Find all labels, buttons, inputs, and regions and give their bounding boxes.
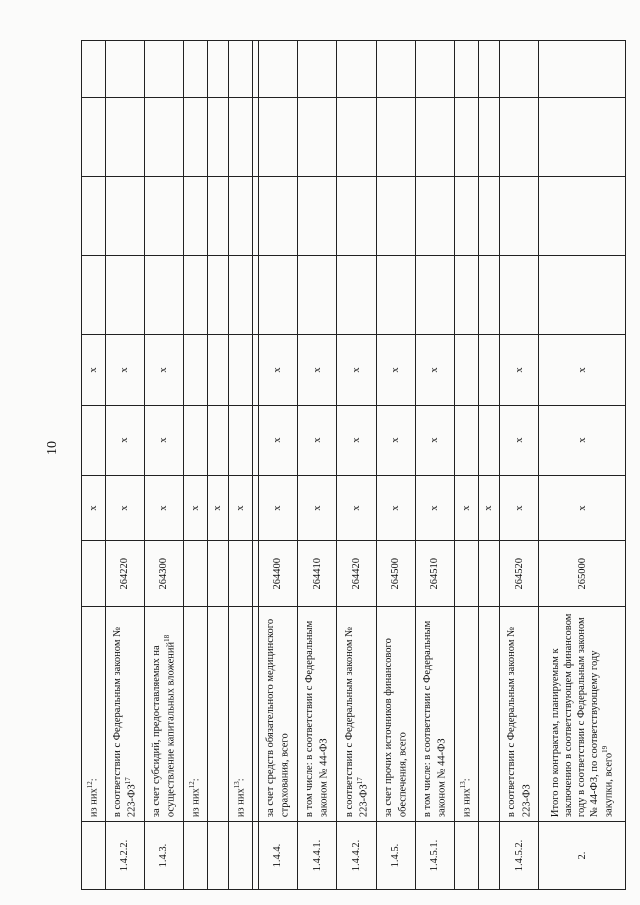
cell-c6 bbox=[455, 97, 479, 176]
cell-c6 bbox=[144, 97, 183, 176]
row-code: 264220 bbox=[105, 541, 144, 607]
cell-c3: x bbox=[258, 335, 297, 405]
row-label-suffix: : bbox=[88, 778, 100, 782]
cell-extra bbox=[105, 41, 144, 98]
cell-extra bbox=[229, 41, 253, 98]
cell-extra bbox=[337, 41, 376, 98]
row-label bbox=[455, 607, 479, 822]
cell-c6 bbox=[105, 97, 144, 176]
row-label-text: в том числе: в соответствии с Федеральным законом № 44-ФЗ bbox=[422, 620, 448, 818]
cell-c3: x bbox=[500, 335, 539, 405]
row-label bbox=[376, 607, 415, 822]
cell-c2 bbox=[82, 405, 106, 475]
row-code bbox=[207, 541, 229, 607]
cell-c3: x bbox=[144, 335, 183, 405]
row-number: 1.4.5.2. bbox=[500, 822, 539, 890]
row-label bbox=[298, 607, 337, 822]
row-label bbox=[337, 607, 376, 822]
cell-c3: x bbox=[415, 335, 454, 405]
row-code: 264400 bbox=[258, 541, 297, 607]
cell-c3: x bbox=[337, 335, 376, 405]
cell-c6 bbox=[258, 97, 297, 176]
cell-extra bbox=[184, 41, 208, 98]
table-row bbox=[376, 41, 415, 890]
rotated-table-sheet bbox=[81, 40, 626, 890]
row-label-text: из них bbox=[461, 788, 473, 818]
row-number bbox=[229, 822, 253, 890]
row-number: 1.4.5. bbox=[376, 822, 415, 890]
row-label-suffix: : bbox=[190, 778, 202, 782]
cell-c2: x bbox=[105, 405, 144, 475]
row-label bbox=[105, 607, 144, 822]
row-number bbox=[82, 822, 106, 890]
cell-c5 bbox=[229, 176, 253, 255]
cell-c2: x bbox=[258, 405, 297, 475]
cell-c2 bbox=[184, 405, 208, 475]
table-row bbox=[82, 41, 106, 890]
row-label bbox=[144, 607, 183, 822]
cell-c4 bbox=[376, 256, 415, 335]
row-label-text: Итого по контрактам, планируемым к заключению в соответствующем финансовом году в соответствии с Федеральным законом № 44-ФЗ, по соответствующему году закупки, всего bbox=[549, 613, 615, 818]
cell-c6 bbox=[298, 97, 337, 176]
cell-c1: x bbox=[478, 475, 500, 541]
table-row bbox=[455, 41, 479, 890]
cell-extra bbox=[539, 41, 626, 98]
cell-c1: x bbox=[500, 475, 539, 541]
row-label bbox=[229, 607, 253, 822]
cell-c6 bbox=[478, 97, 500, 176]
cell-c4 bbox=[82, 256, 106, 335]
cell-c3: x bbox=[105, 335, 144, 405]
page-number: 10 bbox=[45, 441, 60, 455]
cell-c2 bbox=[207, 405, 229, 475]
cell-c6 bbox=[337, 97, 376, 176]
cell-c4 bbox=[298, 256, 337, 335]
row-label-text: в соответствии с Федеральным законом № 223-ФЗ bbox=[343, 626, 370, 818]
cell-c1: x bbox=[105, 475, 144, 541]
cell-c5 bbox=[415, 176, 454, 255]
cell-c5 bbox=[258, 176, 297, 255]
table-row bbox=[478, 41, 500, 890]
row-code: 265000 bbox=[539, 541, 626, 607]
row-number: 1.4.4.1. bbox=[298, 822, 337, 890]
cell-c3: x bbox=[298, 335, 337, 405]
footnote-ref: 13 bbox=[233, 781, 242, 789]
cell-c2 bbox=[478, 405, 500, 475]
cell-extra bbox=[500, 41, 539, 98]
cell-c3 bbox=[478, 335, 500, 405]
cell-c4 bbox=[105, 256, 144, 335]
row-label-text: за счет средств обязательного медицинского страхования, всего bbox=[265, 618, 291, 818]
row-label bbox=[184, 607, 208, 822]
cell-c6 bbox=[207, 97, 229, 176]
cell-c3 bbox=[229, 335, 253, 405]
footnote-ref: 13 bbox=[458, 781, 467, 789]
cell-c4 bbox=[337, 256, 376, 335]
cell-c5 bbox=[298, 176, 337, 255]
footnote-ref: 18 bbox=[163, 634, 172, 642]
row-label-text: из них bbox=[190, 788, 202, 818]
cell-c5 bbox=[184, 176, 208, 255]
cell-c1: x bbox=[258, 475, 297, 541]
report-table bbox=[81, 40, 626, 890]
cell-c3 bbox=[455, 335, 479, 405]
table-row bbox=[144, 41, 183, 890]
row-code: 264500 bbox=[376, 541, 415, 607]
table-row bbox=[105, 41, 144, 890]
row-label-suffix: : bbox=[235, 778, 247, 782]
row-number: 1.4.4. bbox=[258, 822, 297, 890]
row-label bbox=[539, 607, 626, 822]
cell-c2: x bbox=[539, 405, 626, 475]
cell-extra bbox=[415, 41, 454, 98]
cell-c5 bbox=[105, 176, 144, 255]
cell-c5 bbox=[500, 176, 539, 255]
cell-c6 bbox=[82, 97, 106, 176]
table-row bbox=[184, 41, 208, 890]
cell-c5 bbox=[455, 176, 479, 255]
table-row bbox=[258, 41, 297, 890]
cell-c2: x bbox=[376, 405, 415, 475]
cell-c4 bbox=[539, 256, 626, 335]
row-code bbox=[184, 541, 208, 607]
footnote-ref: 12 bbox=[85, 781, 94, 789]
row-label-text: в том числе: в соответствии с Федеральным законом № 44-ФЗ bbox=[304, 620, 330, 818]
table-row bbox=[207, 41, 229, 890]
cell-c5 bbox=[478, 176, 500, 255]
row-label bbox=[258, 607, 297, 822]
row-number: 1.4.4.2. bbox=[337, 822, 376, 890]
row-code: 264300 bbox=[144, 541, 183, 607]
table-row bbox=[539, 41, 626, 890]
row-number bbox=[207, 822, 229, 890]
row-label bbox=[82, 607, 106, 822]
cell-c3: x bbox=[82, 335, 106, 405]
cell-c4 bbox=[258, 256, 297, 335]
cell-extra bbox=[376, 41, 415, 98]
cell-c6 bbox=[376, 97, 415, 176]
footnote-ref: 17 bbox=[123, 777, 132, 785]
row-code: 264420 bbox=[337, 541, 376, 607]
cell-c6 bbox=[539, 97, 626, 176]
cell-extra bbox=[455, 41, 479, 98]
row-label-text: в соответствии с Федеральным законом № 223-ФЗ bbox=[111, 626, 138, 818]
row-label bbox=[415, 607, 454, 822]
cell-c5 bbox=[337, 176, 376, 255]
table-row bbox=[229, 41, 253, 890]
row-label-text: за счет прочих источников финансового обеспечения, всего bbox=[382, 638, 409, 818]
row-code bbox=[82, 541, 106, 607]
cell-c2 bbox=[229, 405, 253, 475]
cell-c1: x bbox=[184, 475, 208, 541]
row-number: 1.4.5.1. bbox=[415, 822, 454, 890]
row-label bbox=[500, 607, 539, 822]
table-row bbox=[415, 41, 454, 890]
table-row bbox=[337, 41, 376, 890]
cell-c4 bbox=[184, 256, 208, 335]
cell-extra bbox=[207, 41, 229, 98]
row-label-text: из них bbox=[88, 788, 100, 818]
row-code: 264510 bbox=[415, 541, 454, 607]
row-code: 264410 bbox=[298, 541, 337, 607]
cell-c4 bbox=[500, 256, 539, 335]
table-body bbox=[82, 41, 626, 890]
cell-c5 bbox=[144, 176, 183, 255]
cell-c4 bbox=[478, 256, 500, 335]
cell-c5 bbox=[82, 176, 106, 255]
cell-c6 bbox=[184, 97, 208, 176]
row-label-text: в соответствии с Федеральным законом № 223-ФЗ bbox=[506, 626, 533, 818]
cell-c4 bbox=[229, 256, 253, 335]
cell-c6 bbox=[500, 97, 539, 176]
cell-c1: x bbox=[298, 475, 337, 541]
cell-c3: x bbox=[539, 335, 626, 405]
row-label bbox=[478, 607, 500, 822]
row-number bbox=[478, 822, 500, 890]
cell-extra bbox=[478, 41, 500, 98]
row-number: 1.4.3. bbox=[144, 822, 183, 890]
table-row bbox=[500, 41, 539, 890]
cell-c6 bbox=[229, 97, 253, 176]
row-code: 264520 bbox=[500, 541, 539, 607]
row-label bbox=[207, 607, 229, 822]
cell-c5 bbox=[376, 176, 415, 255]
row-number bbox=[455, 822, 479, 890]
row-label-suffix: : bbox=[461, 778, 473, 782]
row-code bbox=[455, 541, 479, 607]
cell-c1: x bbox=[144, 475, 183, 541]
row-label-text: за счет субсидий, предоставляемых на осуществление капитальных вложений bbox=[151, 641, 177, 818]
cell-c4 bbox=[144, 256, 183, 335]
cell-c3 bbox=[207, 335, 229, 405]
cell-c1: x bbox=[229, 475, 253, 541]
cell-extra bbox=[82, 41, 106, 98]
cell-c5 bbox=[539, 176, 626, 255]
footnote-ref: 17 bbox=[355, 777, 364, 785]
row-number: 2. bbox=[539, 822, 626, 890]
cell-c1: x bbox=[539, 475, 626, 541]
cell-c1: x bbox=[82, 475, 106, 541]
cell-extra bbox=[298, 41, 337, 98]
row-code bbox=[229, 541, 253, 607]
cell-c2: x bbox=[298, 405, 337, 475]
cell-c4 bbox=[415, 256, 454, 335]
row-number: 1.4.2.2. bbox=[105, 822, 144, 890]
cell-c2: x bbox=[337, 405, 376, 475]
cell-c2: x bbox=[500, 405, 539, 475]
row-label-text: из них bbox=[235, 788, 247, 818]
cell-c4 bbox=[455, 256, 479, 335]
row-number bbox=[184, 822, 208, 890]
cell-c6 bbox=[415, 97, 454, 176]
cell-c1: x bbox=[337, 475, 376, 541]
cell-c1: x bbox=[415, 475, 454, 541]
footnote-ref: 12 bbox=[187, 781, 196, 789]
cell-c1: x bbox=[207, 475, 229, 541]
cell-c2: x bbox=[415, 405, 454, 475]
cell-c1: x bbox=[376, 475, 415, 541]
cell-c3: x bbox=[376, 335, 415, 405]
cell-extra bbox=[144, 41, 183, 98]
cell-c3 bbox=[184, 335, 208, 405]
cell-c5 bbox=[207, 176, 229, 255]
cell-c1: x bbox=[455, 475, 479, 541]
footnote-ref: 19 bbox=[601, 745, 610, 753]
row-code bbox=[478, 541, 500, 607]
cell-c2 bbox=[455, 405, 479, 475]
cell-extra bbox=[258, 41, 297, 98]
cell-c2: x bbox=[144, 405, 183, 475]
table-row bbox=[298, 41, 337, 890]
cell-c4 bbox=[207, 256, 229, 335]
